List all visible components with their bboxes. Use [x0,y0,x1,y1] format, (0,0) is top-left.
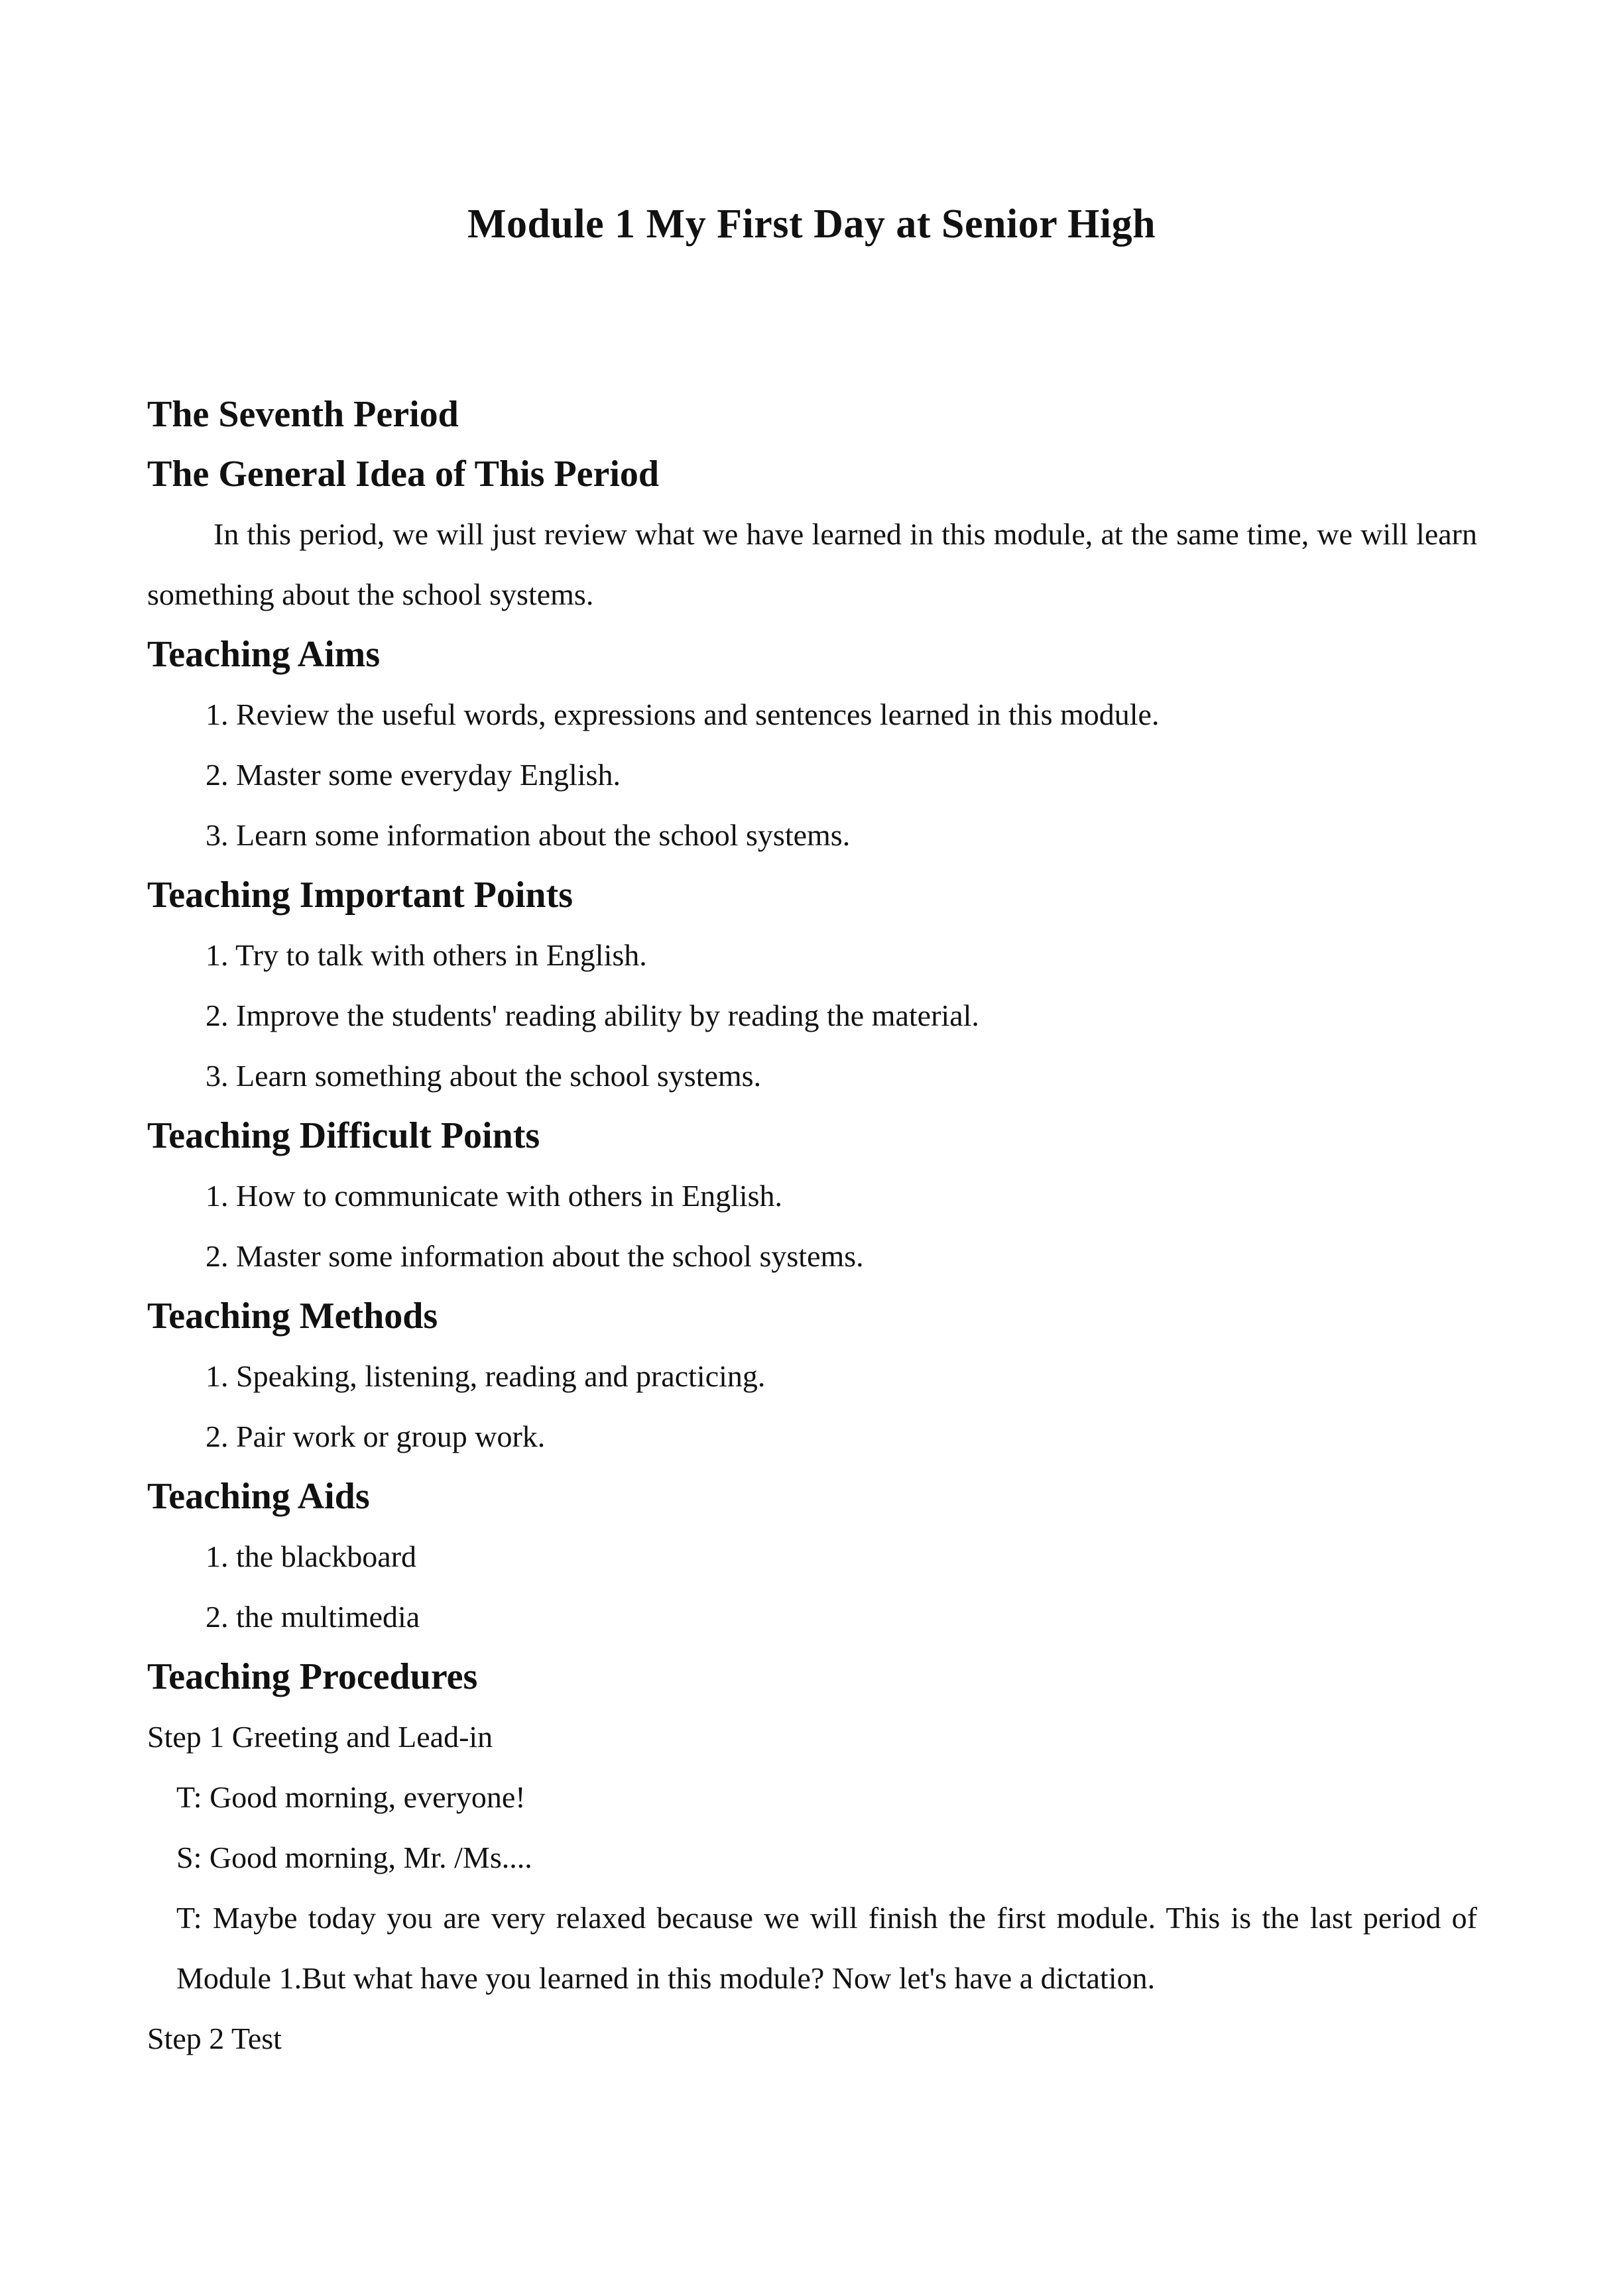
dialog-line: S: Good morning, Mr. /Ms.... [176,1841,532,1874]
list-item: 2. the multimedia [206,1600,420,1634]
list-item: 1. How to communicate with others in English. [206,1179,783,1213]
dialog-line: T: Maybe today you are very relaxed because we will finish the first module. This is the last period of Module 1.But what have you learned in this module? Now let's have a dictation. [176,1901,1477,1995]
period-heading: The Seventh Period [147,394,459,435]
list-item: 2. Pair work or group work. [206,1420,546,1453]
list-item: 3. Learn something about the school systems. [206,1059,762,1093]
list-item: 1. the blackboard [206,1540,417,1573]
difficult-points-heading: Teaching Difficult Points [147,1115,540,1156]
important-points-heading: Teaching Important Points [147,875,573,916]
general-idea-paragraph: In this period, we will just review what we have learned in this module, at the same time, we will learn something about the school systems. [147,517,1477,611]
step-1-label: Step 1 Greeting and Lead-in [147,1720,493,1754]
dialog-line: T: Good morning, everyone! [176,1780,526,1814]
teaching-aims-heading: Teaching Aims [147,634,381,675]
list-item: 1. Review the useful words, expressions and sentences learned in this module. [206,697,1160,731]
list-item: 1. Speaking, listening, reading and practicing. [206,1359,766,1393]
teaching-methods-heading: Teaching Methods [147,1296,438,1337]
teaching-aids-heading: Teaching Aids [147,1476,370,1517]
document-body [147,385,1477,2069]
list-item: 2. Master some information about the school systems. [206,1239,864,1273]
step-2-label: Step 2 Test [147,2022,282,2055]
list-item: 1. Try to talk with others in English. [206,938,647,972]
general-idea-heading: The General Idea of This Period [147,453,660,495]
teaching-procedures-heading: Teaching Procedures [147,1656,478,1697]
list-item: 2. Improve the students' reading ability by reading the material. [206,998,979,1032]
list-item: 3. Learn some information about the school systems. [206,818,851,852]
document-title: Module 1 My First Day at Senior High [467,202,1156,247]
list-item: 2. Master some everyday English. [206,758,621,792]
